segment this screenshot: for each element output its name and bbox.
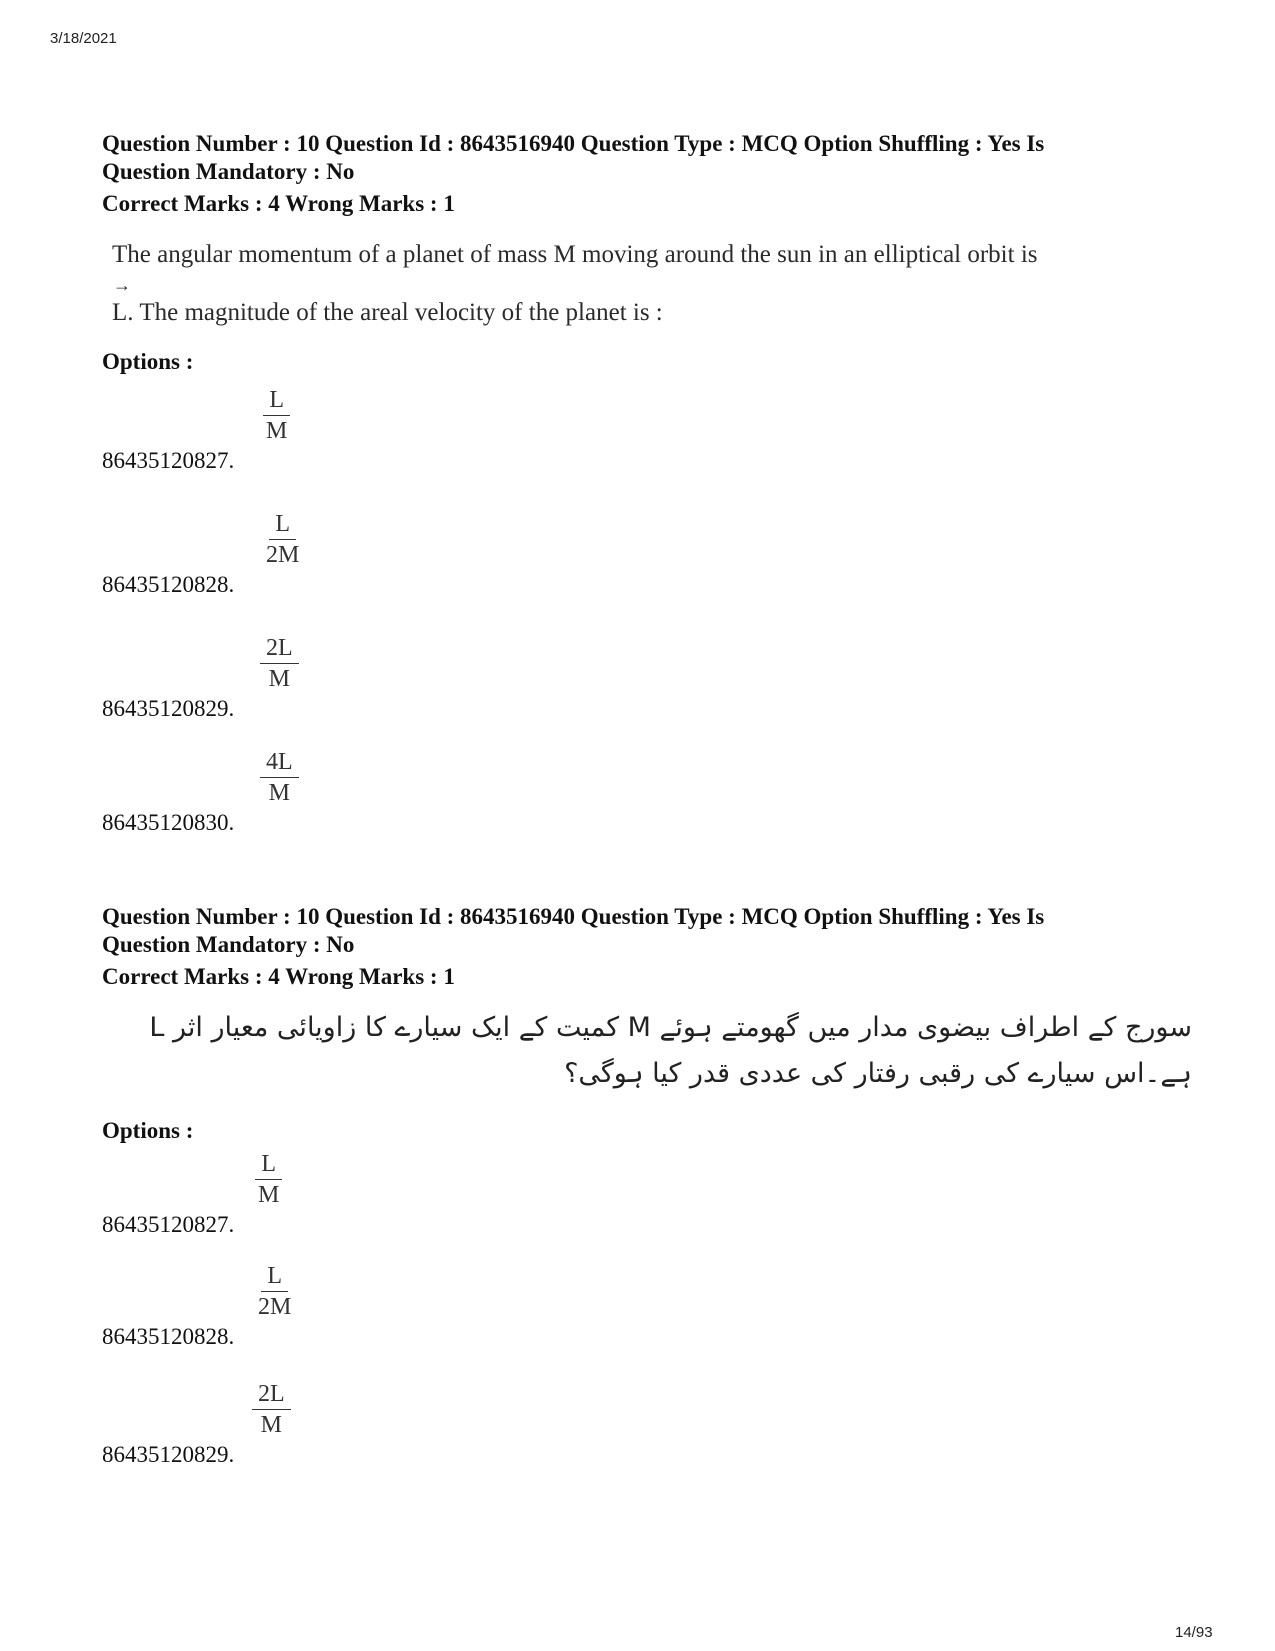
- fraction-numerator: L: [263, 385, 290, 416]
- option-item: [102, 509, 702, 599]
- question-block-english: [102, 130, 1202, 376]
- options-label: Options :: [102, 1118, 194, 1143]
- option-fraction: [252, 1149, 285, 1210]
- option-fraction: [252, 1379, 291, 1440]
- question-header-line2: Question Mandatory : No: [102, 932, 355, 957]
- question-header: [102, 903, 1202, 959]
- fraction-denominator: M: [268, 666, 290, 692]
- options-label: Options :: [102, 349, 194, 374]
- fraction-denominator: M: [258, 1182, 280, 1208]
- fraction-denominator: M: [268, 780, 290, 806]
- option-id: 86435120828.: [102, 572, 235, 597]
- option-item: [102, 1149, 702, 1239]
- option-fraction: [260, 633, 299, 694]
- question-header-line1: Question Number : 10 Question Id : 8643516940 Question Type : MCQ Option Shuffling : Yes Is: [102, 904, 1045, 929]
- fraction-numerator: L: [255, 1149, 282, 1180]
- option-item: [102, 1261, 702, 1351]
- marks-info: Correct Marks : 4 Wrong Marks : 1: [102, 191, 455, 216]
- fraction-numerator: 4L: [260, 747, 299, 778]
- question-header-line2: Question Mandatory : No: [102, 159, 355, 184]
- option-id: 86435120830.: [102, 810, 235, 835]
- option-id: 86435120827.: [102, 1212, 235, 1237]
- fraction-numerator: L: [261, 1261, 288, 1292]
- vector-arrow-icon: →: [113, 275, 131, 295]
- option-fraction: [260, 385, 293, 446]
- fraction-denominator: M: [260, 1412, 282, 1438]
- option-item: [102, 747, 702, 837]
- vector-l-symbol: → L: [112, 275, 131, 326]
- option-id: 86435120828.: [102, 1324, 235, 1349]
- question-header-line1: Question Number : 10 Question Id : 8643516940 Question Type : MCQ Option Shuffling : Yes Is: [102, 131, 1045, 156]
- fraction-numerator: L: [269, 509, 296, 540]
- option-item: [102, 385, 702, 475]
- fraction-denominator: 2M: [258, 1294, 292, 1320]
- option-fraction: [260, 747, 299, 808]
- question-header: [102, 130, 1202, 186]
- fraction-numerator: 2L: [260, 633, 299, 664]
- option-id: 86435120827.: [102, 448, 235, 473]
- question-text-urdu: سورج کے اطراف بیضوی مدار میں گھومتے ہوئے M کمیت کے ایک سیارے کا زاویائی معیار اثر L ہے۔اس سیارے کی رقبی رفتار کی عددی قدر کیا ہوگی؟: [149, 1012, 1192, 1089]
- option-fraction: [260, 509, 305, 570]
- question-block-urdu: [102, 903, 1202, 1145]
- fraction-numerator: 2L: [252, 1379, 291, 1410]
- question-text-line1: The angular momentum of a planet of mass M moving around the sun in an elliptical orbit is: [112, 241, 1038, 268]
- option-fraction: [252, 1261, 297, 1322]
- question-text: [112, 240, 1192, 328]
- option-item: [102, 633, 702, 723]
- option-id: 86435120829.: [102, 1442, 235, 1467]
- fraction-denominator: M: [266, 418, 288, 444]
- page-number: 14/93: [1175, 1624, 1213, 1641]
- option-id: 86435120829.: [102, 696, 235, 721]
- print-date: 3/18/2021: [50, 30, 117, 47]
- marks-info: Correct Marks : 4 Wrong Marks : 1: [102, 964, 455, 989]
- fraction-denominator: 2M: [266, 542, 300, 568]
- question-text-line2: → L. The magnitude of the areal velocity of the planet is :: [112, 275, 663, 326]
- option-item: [102, 1379, 702, 1469]
